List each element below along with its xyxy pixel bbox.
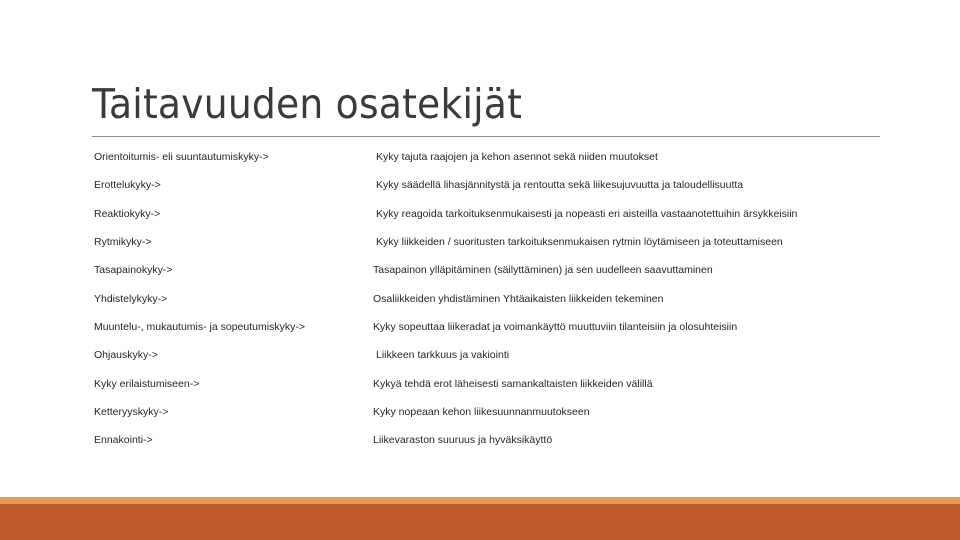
list-item: [0, 376, 960, 392]
list-item: [0, 262, 960, 278]
list-item: [0, 319, 960, 335]
item-description: Kykyä tehdä erot läheisesti samankaltaisten liikkeiden välillä: [373, 378, 653, 390]
list-item: [0, 206, 960, 222]
item-term: Muuntelu-, mukautumis- ja sopeutumiskyky->: [94, 321, 305, 333]
list-item: [0, 149, 960, 165]
item-description: Osaliikkeiden yhdistäminen Yhtäaikaisten liikkeiden tekeminen: [373, 293, 664, 305]
item-description: Kyky sopeuttaa liikeradat ja voimankäyttö muuttuviin tilanteisiin ja olosuhteisiin: [373, 321, 738, 333]
item-description: Tasapainon ylläpitäminen (säilyttäminen) ja sen uudelleen saavuttaminen: [373, 264, 713, 276]
item-term: Orientoitumis- eli suuntautumiskyky->: [94, 151, 269, 163]
item-description: Liikkeen tarkkuus ja vakiointi: [376, 349, 510, 361]
item-term: Erottelukyky->: [94, 179, 161, 191]
slide-title: Taitavuuden osatekijät: [92, 80, 523, 128]
item-description: Liikevaraston suuruus ja hyväksikäyttö: [373, 434, 553, 446]
item-description: Kyky tajuta raajojen ja kehon asennot sekä niiden muutokset: [376, 151, 658, 163]
item-term: Reaktiokyky->: [94, 208, 161, 220]
list-item: [0, 432, 960, 448]
item-term: Ohjauskyky->: [94, 349, 158, 361]
item-term: Ketteryyskyky->: [94, 406, 169, 418]
list-item: [0, 404, 960, 420]
footer-bar: [0, 504, 960, 540]
item-term: Yhdistelykyky->: [94, 293, 168, 305]
item-term: Tasapainokyky->: [94, 264, 173, 276]
list-item: [0, 234, 960, 250]
list-item: [0, 291, 960, 307]
item-term: Ennakointi->: [94, 434, 153, 446]
list-item: [0, 347, 960, 363]
item-description: Kyky nopeaan kehon liikesuunnanmuutokseen: [373, 406, 590, 418]
item-description: Kyky säädellä lihasjännitystä ja rentoutta sekä liikesujuvuutta ja taloudellisuutta: [376, 179, 744, 191]
footer-accent-stripe: [0, 497, 960, 504]
item-description: Kyky reagoida tarkoituksenmukaisesti ja nopeasti eri aisteilla vastaanotettuihin ärsykkeisiin: [376, 208, 798, 220]
list-item: [0, 177, 960, 193]
item-description: Kyky liikkeiden / suoritusten tarkoituksenmukaisen rytmin löytämiseen ja toteuttamiseen: [376, 236, 783, 248]
item-term: Rytmikyky->: [94, 236, 152, 248]
item-term: Kyky erilaistumiseen->: [94, 378, 200, 390]
